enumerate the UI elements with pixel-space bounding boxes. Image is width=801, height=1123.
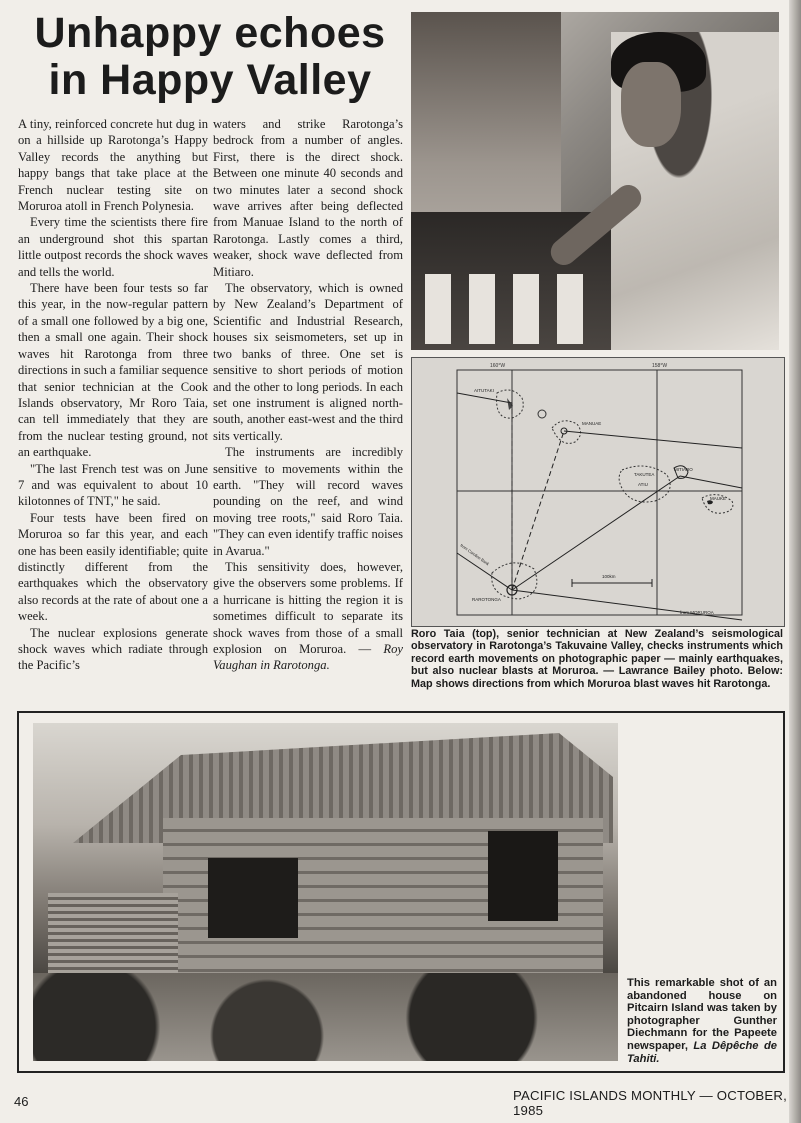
label-from-moruroa: from MORUROA — [680, 610, 714, 615]
overgrown-plants — [33, 973, 618, 1061]
article-paragraph: Four tests have been fired on Moruroa so far this year, and each one has been easily identifiable; quite distinctly different from the earthquakes which the observatory also records at the rate of about one a week. — [18, 510, 208, 624]
house-photo-frame — [17, 711, 785, 1073]
label-takutea: TAKUTEA — [634, 472, 655, 477]
newspaper-title: La Dêpêche de Tahiti. — [627, 1039, 777, 1065]
machine-slot — [557, 274, 583, 344]
page-spine-shadow — [789, 0, 801, 1123]
label-lon-right: 158°W — [652, 363, 668, 369]
shock-wave-map — [411, 357, 785, 627]
wave-line-mitiaro-east — [680, 476, 742, 488]
wave-line-manuae-east — [564, 431, 742, 448]
map-frame — [457, 370, 742, 615]
article-column-2 — [213, 116, 403, 674]
byline: Roy Vaughan in Rarotonga. — [213, 642, 403, 673]
article-column-1 — [18, 116, 208, 674]
publication-footer: PACIFIC ISLANDS MONTHLY — OCTOBER, 1985 — [513, 1088, 788, 1118]
article-paragraph: The nuclear explosions generate shock waves which radiate through the Pacific’s — [18, 625, 208, 673]
photo-abandoned-house — [33, 723, 618, 1061]
article-paragraph-text: This sensitivity does, however, give the observers some problems. If a hurricane is hitting the region it is sometimes difficult to separate its shock waves from those of a small explosion on Moruroa. — — [213, 559, 403, 656]
label-lon-left: 160°W — [490, 363, 506, 369]
photo-technician — [411, 12, 779, 350]
headline-line-1: Unhappy echoes — [34, 9, 386, 57]
headline-line-2: in Happy Valley — [48, 56, 372, 104]
label-from-caroline: from Caroline Bank — [459, 542, 491, 567]
map-svg — [412, 358, 784, 626]
machine-slot — [425, 274, 451, 344]
label-mitiaro: MITIARO — [674, 467, 693, 472]
article-paragraph: The observatory, which is owned by New Zealand’s Department of Scientific and Industrial Research, houses six seismometers, set up in two banks of three. One set is sensitive to short periods of motion and the other to long periods. In each set one instrument is aligned north-south, another east-west and the third sits vertically. — [213, 281, 403, 443]
wave-line-manuae — [512, 431, 564, 590]
label-rarotonga: RAROTONGA — [472, 597, 501, 602]
page-number: 46 — [14, 1094, 29, 1109]
article-paragraph: "The last French test was on June 7 and was equivalent to about 10 kilotonnes of TNT," he said. — [18, 461, 208, 509]
label-scale: 100km — [602, 574, 616, 579]
article-paragraph: The instruments are incredibly sensitive to movements within the earth. "They will record waves pounding on the reef, and wind moving tree roots," said Roro Taia. "They can even identify traffic noises in Avarua." — [213, 445, 403, 558]
machine-slot — [513, 274, 539, 344]
article-paragraph: A tiny, reinforced concrete hut dug in on a hillside up Rarotonga’s Happy Valley records the anything but happy bangs that take place at the French nuclear testing site on Moruroa atoll in French Polynesia. — [18, 117, 208, 214]
house-window — [208, 858, 298, 938]
label-aitutaki: AITUTAKI — [474, 388, 494, 393]
label-mauke: MAUKE — [710, 496, 727, 501]
wave-line-mitiaro — [512, 476, 680, 590]
article-paragraph: waters and strike Rarotonga’s bedrock from a number of angles. First, there is the direct shock. Between one minute 40 seconds and two minutes later a second shock wave arrives after being deflected from Manuae Island to the north of Rarotonga. Lastly comes a third, weaker, shock wave deflected from Mitiaro. — [213, 117, 403, 279]
house-caption-text: This remarkable shot of an abandoned house on Pitcairn Island was taken by photographer Gunther Diechmann for the Papeete newspaper, — [627, 977, 777, 1052]
wave-line-northwest — [457, 393, 512, 403]
technician-figure — [611, 32, 779, 350]
article-paragraph — [213, 559, 403, 674]
article-paragraph: Every time the scientists there fire an underground shot this spartan little outpost records the shock waves and tells the world. — [18, 215, 208, 279]
house-window — [488, 831, 558, 921]
label-atiu: ATIU — [638, 482, 648, 487]
house-caption — [627, 977, 777, 1065]
technician-face — [621, 62, 681, 147]
minor-island — [538, 410, 546, 418]
map-caption: Roro Taia (top), senior technician at New Zealand’s seismological observatory in Rarotonga’s Takuvaine Valley, checks instruments which record earth movements on photographic paper — mainly earthquakes, but also nuclear blasts at Moruroa. — Lawrance Bailey photo. Below: Map shows directions from which Moruroa blast waves hit Rarotonga. — [411, 628, 783, 690]
article-paragraph: There have been four tests so far this year, in the now-regular pattern of a small one followed by a big one, then a small one again. Their shock waves hit Rarotonga from three directions in such a familiar sequence that senior technician at the Cook Islands observatory, Mr Roro Taia, can tell immediately that they are from the nuclear testing ground, not an earthquake. — [18, 281, 208, 460]
machine-slot — [469, 274, 495, 344]
label-manuae: MANUAE — [582, 421, 602, 426]
headline — [18, 10, 402, 104]
